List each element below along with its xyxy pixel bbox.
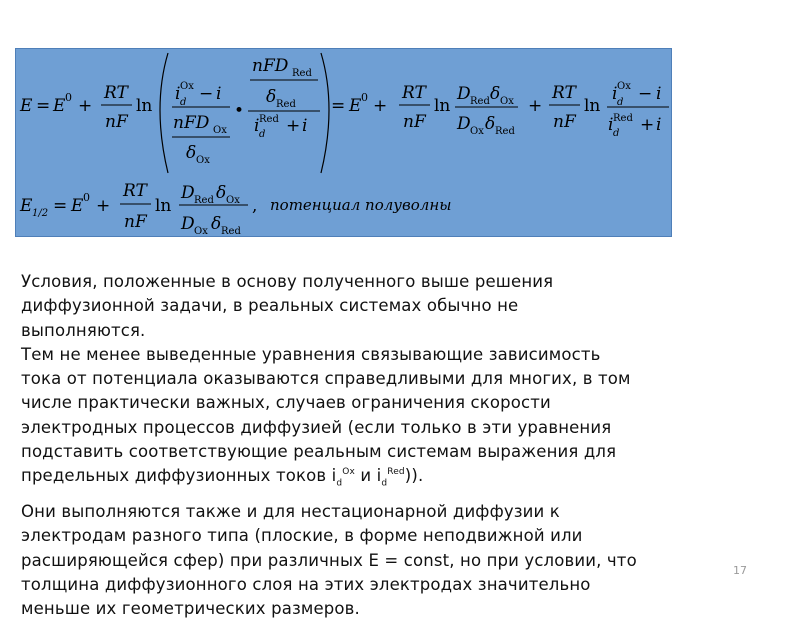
eq1-last-den: i bbox=[608, 115, 614, 135]
eq1-nFDox: nFD bbox=[173, 113, 210, 133]
svg-text:+: + bbox=[640, 115, 655, 135]
svg-text:+: + bbox=[286, 116, 301, 136]
svg-text:+: + bbox=[373, 96, 388, 116]
svg-text:−: − bbox=[638, 84, 653, 104]
body-text bbox=[21, 270, 766, 621]
svg-text:Red: Red bbox=[221, 226, 241, 237]
paragraph-conditions: Условия, положенные в основу полученного выше решения диффузионной задачи, в реальных системах обычно не выполняются. bbox=[21, 272, 554, 340]
svg-text:i: i bbox=[656, 84, 662, 104]
eq1-equals: = bbox=[36, 96, 51, 116]
eq1-E0: E bbox=[53, 96, 66, 116]
svg-text:1/2: 1/2 bbox=[32, 208, 49, 219]
svg-text:i: i bbox=[254, 116, 260, 136]
svg-text:ln: ln bbox=[434, 96, 451, 116]
svg-text:+: + bbox=[96, 196, 111, 216]
svg-text:Ox: Ox bbox=[196, 155, 210, 166]
svg-text:Ox: Ox bbox=[180, 81, 194, 92]
svg-text:d: d bbox=[180, 97, 187, 108]
eq1-plus: + bbox=[78, 96, 93, 116]
eq1-nF: nF bbox=[105, 112, 128, 132]
svg-text:E: E bbox=[71, 196, 84, 216]
svg-text:=: = bbox=[53, 196, 68, 216]
svg-text:−: − bbox=[199, 84, 214, 104]
svg-text:nF: nF bbox=[124, 212, 147, 232]
svg-text:d: d bbox=[259, 129, 266, 140]
svg-text:nF: nF bbox=[553, 112, 576, 132]
svg-text:RT: RT bbox=[552, 83, 576, 103]
eq1-last-num: i bbox=[612, 84, 618, 104]
svg-text:δ: δ bbox=[266, 87, 277, 107]
svg-text:Red: Red bbox=[613, 113, 633, 124]
svg-text:i: i bbox=[656, 115, 662, 135]
eq1-nFDred: nFD bbox=[252, 56, 289, 76]
eq1-ln: ln bbox=[136, 96, 153, 116]
eq1-RT: RT bbox=[104, 83, 128, 103]
svg-text:Ox: Ox bbox=[213, 125, 227, 136]
svg-text:d: d bbox=[613, 128, 620, 139]
eq1-Dox: D bbox=[457, 114, 471, 134]
svg-text:RT: RT bbox=[402, 83, 426, 103]
svg-text:+: + bbox=[528, 96, 543, 116]
formula-equations bbox=[16, 49, 673, 238]
svg-text:RT: RT bbox=[123, 181, 147, 201]
svg-text:i: i bbox=[216, 84, 222, 104]
eq2-Dox: D bbox=[181, 214, 195, 234]
page-number: 17 bbox=[733, 564, 747, 577]
svg-text:Red: Red bbox=[470, 96, 490, 107]
paragraph-equations-valid: Тем не менее выведенные уравнения связывающие зависимость тока от потенциала оказываются справедливыми для многих, в том числе практически важных, случаев ограничения скорости электродных процессов диффузией (если только в эти уравнения подставить соответствующие реальным системам выражения для предельных диффузионных токов $i_d^{Ox}$ и $i_d^{Red}$)). bbox=[21, 343, 766, 496]
svg-text:δ: δ bbox=[490, 84, 501, 104]
eq2-Dred: D bbox=[181, 183, 195, 203]
svg-text:Ox: Ox bbox=[470, 126, 484, 137]
svg-text:Red: Red bbox=[259, 114, 279, 125]
svg-text:0: 0 bbox=[361, 91, 368, 104]
svg-text:Ox: Ox bbox=[617, 81, 631, 92]
eq1-E0-sup: 0 bbox=[65, 91, 72, 104]
svg-text:Ox: Ox bbox=[500, 96, 514, 107]
eq1-Dred: D bbox=[457, 84, 471, 104]
svg-text:ln: ln bbox=[155, 196, 172, 216]
eq2-E: E bbox=[20, 196, 33, 216]
svg-text:,: , bbox=[252, 196, 258, 216]
svg-text:Ox: Ox bbox=[226, 195, 240, 206]
svg-text:Red: Red bbox=[276, 99, 296, 110]
half-wave-potential-caption: потенциал полуволны bbox=[270, 196, 452, 214]
svg-text:0: 0 bbox=[83, 191, 90, 204]
svg-text:δ: δ bbox=[485, 114, 496, 134]
svg-text:Red: Red bbox=[495, 126, 515, 137]
svg-text:nF: nF bbox=[403, 112, 426, 132]
eq1-E: E bbox=[20, 96, 33, 116]
formula-box bbox=[15, 48, 672, 237]
svg-text:δ: δ bbox=[216, 183, 227, 203]
limiting-currents-line: предельных диффузионных токов $i_d^{Ox}$ и $i_d^{Red}$)). bbox=[21, 466, 424, 489]
svg-text:d: d bbox=[617, 97, 624, 108]
eq1-bullet: • bbox=[234, 101, 245, 121]
paragraph-nonstationary: Они выполняются также и для нестационарной диффузии к электродам разного типа (плоские, в форме неподвижной или расширяющейся сфер) при различных E = const, но при условии, что толщина диффузионного слоя на этих электродах значительно меньше их геометрических размеров. bbox=[21, 501, 637, 619]
svg-text:Ox: Ox bbox=[194, 226, 208, 237]
eq1-equals2: = bbox=[331, 96, 346, 116]
eq1-id-ox: i bbox=[175, 84, 181, 104]
svg-text:ln: ln bbox=[584, 96, 601, 116]
svg-text:E: E bbox=[349, 96, 362, 116]
svg-text:δ: δ bbox=[211, 214, 222, 234]
svg-text:δ: δ bbox=[186, 143, 197, 163]
svg-text:i: i bbox=[302, 116, 308, 136]
svg-text:Red: Red bbox=[194, 195, 214, 206]
svg-text:Red: Red bbox=[292, 68, 312, 79]
